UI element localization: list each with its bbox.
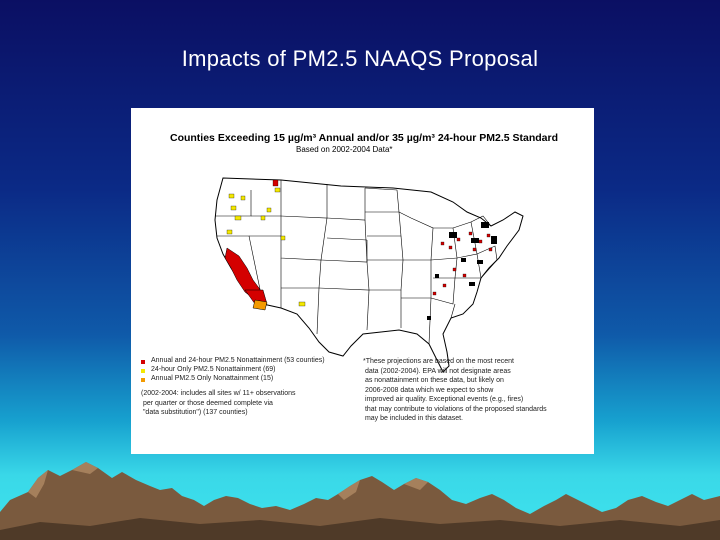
legend-item-red: Annual and 24-hour PM2.5 Nonattainment (53 counties) [151,357,325,364]
disclaimer-note: *These projections are based on the most recent data (2002-2004). EPA will not designate areas as nonattainment on these data, but likely on 2006-2008 data which we expect to show improved air quality. Exceptional events (e.g., fires) that may contribute to violations of the proposed standards may be included in this dataset. [363,358,547,422]
data-note: (2002-2004: includes all sites w/ 11+ observations per quarter or those deemed complete via "data substitution") (137 counties) [141,390,296,416]
legend-item-yellow: 24-hour Only PM2.5 Nonattainment (69) [151,366,276,373]
figure-subtitle: Based on 2002-2004 Data* [296,145,393,154]
legend-item-orange: Annual PM2.5 Only Nonattainment (15) [151,375,274,382]
slide-title: Impacts of PM2.5 NAAQS Proposal [181,46,539,71]
figure-title: Counties Exceeding 15 µg/m³ Annual and/or 35 µg/m³ 24-hour PM2.5 Standard [169,132,559,144]
